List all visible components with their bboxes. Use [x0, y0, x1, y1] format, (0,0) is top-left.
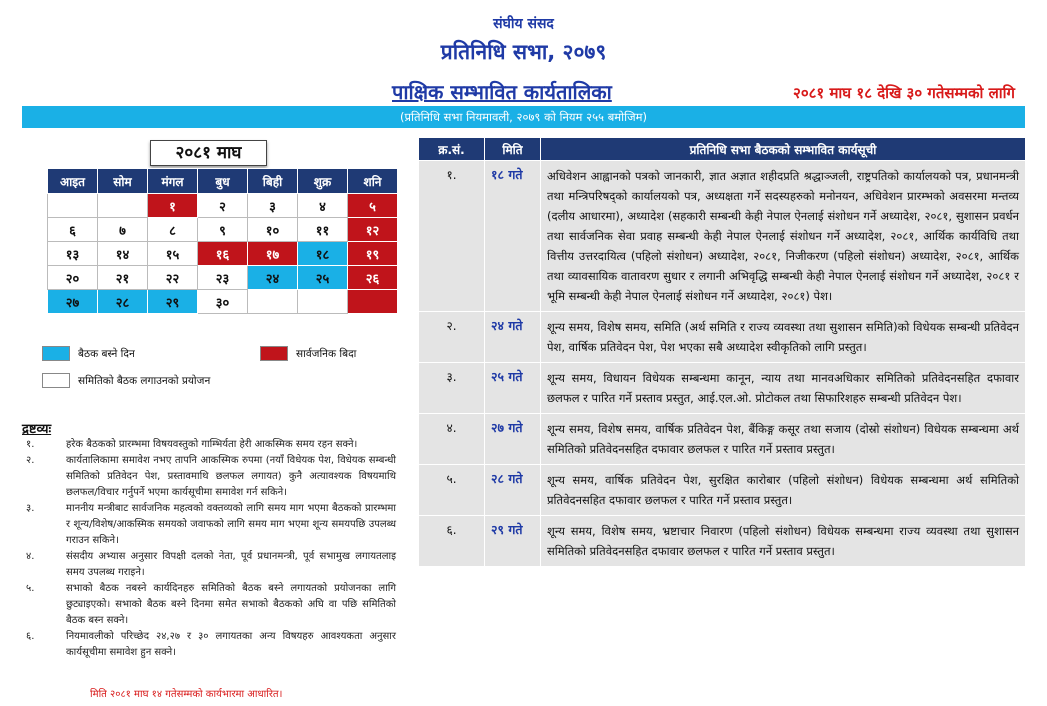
legend-label: बैठक बस्ने दिन [78, 347, 135, 360]
calendar-day: १७ [248, 242, 298, 266]
calendar-day: १० [248, 218, 298, 242]
calendar-grid [47, 168, 398, 314]
col-serial: क्र.सं. [419, 138, 485, 161]
calendar-day: १ [148, 194, 198, 218]
date-range: २०८१ माघ १८ देखि ३० गतेसम्मको लागि [793, 84, 1015, 102]
schedule-table [418, 137, 1026, 567]
parliament-title: संघीय संसद [493, 16, 554, 32]
note-text: कार्यतालिकामा समावेश नभए तापनि आकस्मिक रुपमा (नयाँ विधेयक पेश, विधेयक सम्बन्धी समितिको प्रतिवेदन पेश, प्रस्तावमाथि छलफल लगायत) कुनै अत्यावश्यक विषयमाथि छलफल/विचार गर्नुपर्ने भएमा कार्यसूचीमा समावेश गर्न सकिने। [66, 455, 396, 498]
calendar-month: २०८१ माघ [150, 140, 267, 166]
calendar-day: २६ [348, 266, 398, 290]
house-title: प्रतिनिधि सभा, २०७९ [440, 40, 607, 64]
calendar-day: ६ [48, 218, 98, 242]
schedule-row [419, 161, 1026, 312]
subtitle-bar: (प्रतिनिधि सभा नियमावली, २०७९ को नियम २५५ बमोजिम) [22, 106, 1025, 128]
weekday: शुक्र [298, 169, 348, 194]
calendar-day: २९ [148, 290, 198, 314]
serial-number: २. [419, 312, 485, 363]
session-date: २८ गते [485, 465, 541, 516]
calendar-week [48, 194, 398, 218]
note-text: सभाको बैठक नबस्ने कार्यदिनहरु समितिको बैठक बस्ने लगायतको प्रयोजनका लागि छुट्याइएको। सभाको बैठक बस्ने दिनमा समेत सभाको बैठकको अघि वा पछि समितिको बैठक बस्न सक्ने। [66, 583, 396, 626]
note-item [26, 501, 396, 549]
calendar-day: १९ [348, 242, 398, 266]
calendar-day: २८ [98, 290, 148, 314]
legend-meeting-day [42, 346, 135, 361]
note-item [26, 453, 396, 501]
session-date: २४ गते [485, 312, 541, 363]
note-number: ५. [26, 583, 35, 594]
legend-label: समितिको बैठक लगाउनको प्रयोजन [78, 374, 211, 387]
agenda-text: शून्य समय, विशेष समय, वार्षिक प्रतिवेदन पेश, बैंकिङ्ग कसूर तथा सजाय (दोस्रो संशोधन) विधेयक सम्बन्धमा अर्थ समितिको प्रतिवेदनसहित दफावार छलफल र पारित गर्ने प्रस्ताव प्रस्तुत। [541, 414, 1026, 465]
note-number: ३. [26, 503, 35, 514]
note-text: हरेक बैठकको प्रारम्भमा विषयवस्तुको गाम्भिर्यता हेरी आकस्मिक समय रहन सक्ने। [66, 439, 358, 450]
calendar-day: २३ [198, 266, 248, 290]
calendar-day [98, 194, 148, 218]
calendar-day: १६ [198, 242, 248, 266]
calendar-day: २७ [48, 290, 98, 314]
legend-committee-use [42, 373, 210, 388]
serial-number: ३. [419, 363, 485, 414]
calendar-day: १४ [98, 242, 148, 266]
legend-label: सार्वजनिक बिदा [296, 347, 357, 360]
calendar-day: ९ [198, 218, 248, 242]
schedule-row [419, 363, 1026, 414]
weekday: शनि [348, 169, 398, 194]
schedule-row [419, 465, 1026, 516]
schedule-row [419, 516, 1026, 567]
note-item [26, 629, 396, 661]
session-date: १८ गते [485, 161, 541, 312]
calendar-day [48, 194, 98, 218]
calendar-day: ३ [248, 194, 298, 218]
note-item [26, 581, 396, 629]
calendar-week [48, 290, 398, 314]
calendar-day: ४ [298, 194, 348, 218]
session-date: २७ गते [485, 414, 541, 465]
weekday: सोम [98, 169, 148, 194]
note-text: माननीय मन्त्रीबाट सार्वजनिक महत्वको वक्तव्यको लागि समय माग भएमा बैठकको प्रारम्भमा र शून्य/विशेष/आकस्मिक समयको जवाफको लागि समय माग भएमा शून्य समयपछि उपलब्ध गराउन सकिने। [66, 503, 396, 546]
agenda-text: शून्य समय, विधायन विधेयक सम्बन्धमा कानून, न्याय तथा मानवअधिकार समितिको प्रतिवेदनसहित दफावार छलफल र पारित गर्ने प्रस्ताव प्रस्तुत, आई.एल.ओ. प्रोटोकल तथा सिफारिशहरु सम्बन्धी प्रतिवेदन पेश। [541, 363, 1026, 414]
note-text: संसदीय अभ्यास अनुसार विपक्षी दलको नेता, पूर्व प्रधानमन्त्री, पूर्व सभामुख लगायतलाइ समय उपलब्ध गराइने। [66, 551, 396, 578]
calendar-day: ७ [98, 218, 148, 242]
agenda-text: शून्य समय, वार्षिक प्रतिवेदन पेश, सुरक्षित कारोबार (पहिलो संशोधन) विधेयक सम्बन्धमा अर्थ समितिको प्रतिवेदनसहित दफावार छलफल र पारित गर्ने प्रस्ताव प्रस्तुत। [541, 465, 1026, 516]
note-number: ६. [26, 631, 35, 642]
agenda-text: अधिवेशन आह्वानको पत्रको जानकारी, ज्ञात अज्ञात शहीदप्रति श्रद्धाञ्जली, राष्ट्रपतिको कार्यालयको पत्र, प्रधानमन्त्री तथा मन्त्रिपरिषद्को कार्यालयको पत्र, अध्यक्षता गर्ने सदस्यहरुको मनोनयन, अधिवेशन प्रारम्भको अवसरमा मन्तव्य (दलीय आधारमा), अध्यादेश (सहकारी सम्बन्धी केही नेपाल ऐनलाई संशोधन गर्ने अध्यादेश, २०८१, सुशासन प्रवर्धन तथा सार्वजनिक सेवा प्रवाह सम्बन्धी केही नेपाल ऐनलाई संशोधन गर्ने अध्यादेश, २०८१, आर्थिक कार्यविधि तथा वित्तीय उत्तरदायित्व (पहिलो संशोधन) अध्यादेश, २०८१, निजीकरण (पहिलो संशोधन) अध्यादेश, २०८१, आर्थिक तथा व्यावसायिक वातावरण सुधार र लगानी अभिवृद्धि सम्बन्धी केही नेपाल ऐनलाई संशोधन गर्ने अध्यादेश, २०८१ र भूमि सम्बन्धी केही नेपाल ऐनलाई संशोधन गर्ने अध्यादेश, २०८१) पेश। [541, 161, 1026, 312]
footnote: मिति २०८१ माघ १४ गतेसम्मको कार्यभारमा आधारित। [90, 689, 283, 700]
note-number: १. [26, 439, 35, 450]
calendar-day: ८ [148, 218, 198, 242]
note-number: ४. [26, 551, 35, 562]
session-date: २५ गते [485, 363, 541, 414]
col-agenda: प्रतिनिधि सभा बैठकको सम्भावित कार्यसूची [541, 138, 1026, 161]
calendar-day [348, 290, 398, 314]
calendar-week [48, 242, 398, 266]
legend-swatch-white [42, 373, 70, 388]
note-item [26, 549, 396, 581]
weekday: बुध [198, 169, 248, 194]
calendar-day: ५ [348, 194, 398, 218]
calendar-day: १२ [348, 218, 398, 242]
serial-number: ५. [419, 465, 485, 516]
note-number: २. [26, 455, 35, 466]
calendar-day: २ [198, 194, 248, 218]
calendar-day: १५ [148, 242, 198, 266]
notes-title: द्रष्टव्यः [22, 422, 52, 437]
calendar-week [48, 266, 398, 290]
calendar-day [248, 290, 298, 314]
weekday: आइत [48, 169, 98, 194]
serial-number: ६. [419, 516, 485, 567]
legend-swatch-red [260, 346, 288, 361]
calendar-day: २० [48, 266, 98, 290]
serial-number: ४. [419, 414, 485, 465]
serial-number: १. [419, 161, 485, 312]
note-text: नियमावलीको परिच्छेद २४,२७ र ३० लगायतका अन्य विषयहरु आवश्यकता अनुसार कार्यसूचीमा समावेश हुन सक्ने। [66, 631, 396, 658]
schedule-row [419, 414, 1026, 465]
legend-swatch-blue [42, 346, 70, 361]
calendar-day [298, 290, 348, 314]
schedule-title: पाक्षिक सम्भावित कार्यतालिका [392, 80, 612, 104]
session-date: २९ गते [485, 516, 541, 567]
note-item [26, 437, 396, 453]
calendar-day: २४ [248, 266, 298, 290]
calendar-day: १३ [48, 242, 98, 266]
calendar-week [48, 218, 398, 242]
weekday: बिही [248, 169, 298, 194]
agenda-text: शून्य समय, विशेष समय, समिति (अर्थ समिति र राज्य व्यवस्था तथा सुशासन समिति)को विधेयक सम्बन्धी प्रतिवेदन पेश, वार्षिक प्रतिवेदन पेश, पेश भएका सबै अध्यादेश स्वीकृतिको लागि प्रस्तुत। [541, 312, 1026, 363]
calendar-weekdays [48, 169, 398, 194]
calendar-day: २५ [298, 266, 348, 290]
agenda-text: शून्य समय, विशेष समय, भ्रष्टाचार निवारण (पहिलो संशोधन) विधेयक सम्बन्धमा राज्य व्यवस्था तथा सुशासन समितिको प्रतिवेदनसहित दफावार छलफल र पारित गर्ने प्रस्ताव प्रस्तुत। [541, 516, 1026, 567]
calendar-day: २१ [98, 266, 148, 290]
calendar-day: १८ [298, 242, 348, 266]
legend-public-holiday [260, 346, 356, 361]
notes-list [26, 437, 396, 661]
schedule-row [419, 312, 1026, 363]
col-date: मिति [485, 138, 541, 161]
calendar-day: ३० [198, 290, 248, 314]
calendar-day: २२ [148, 266, 198, 290]
calendar-day: ११ [298, 218, 348, 242]
weekday: मंगल [148, 169, 198, 194]
schedule-header-row [419, 138, 1026, 161]
